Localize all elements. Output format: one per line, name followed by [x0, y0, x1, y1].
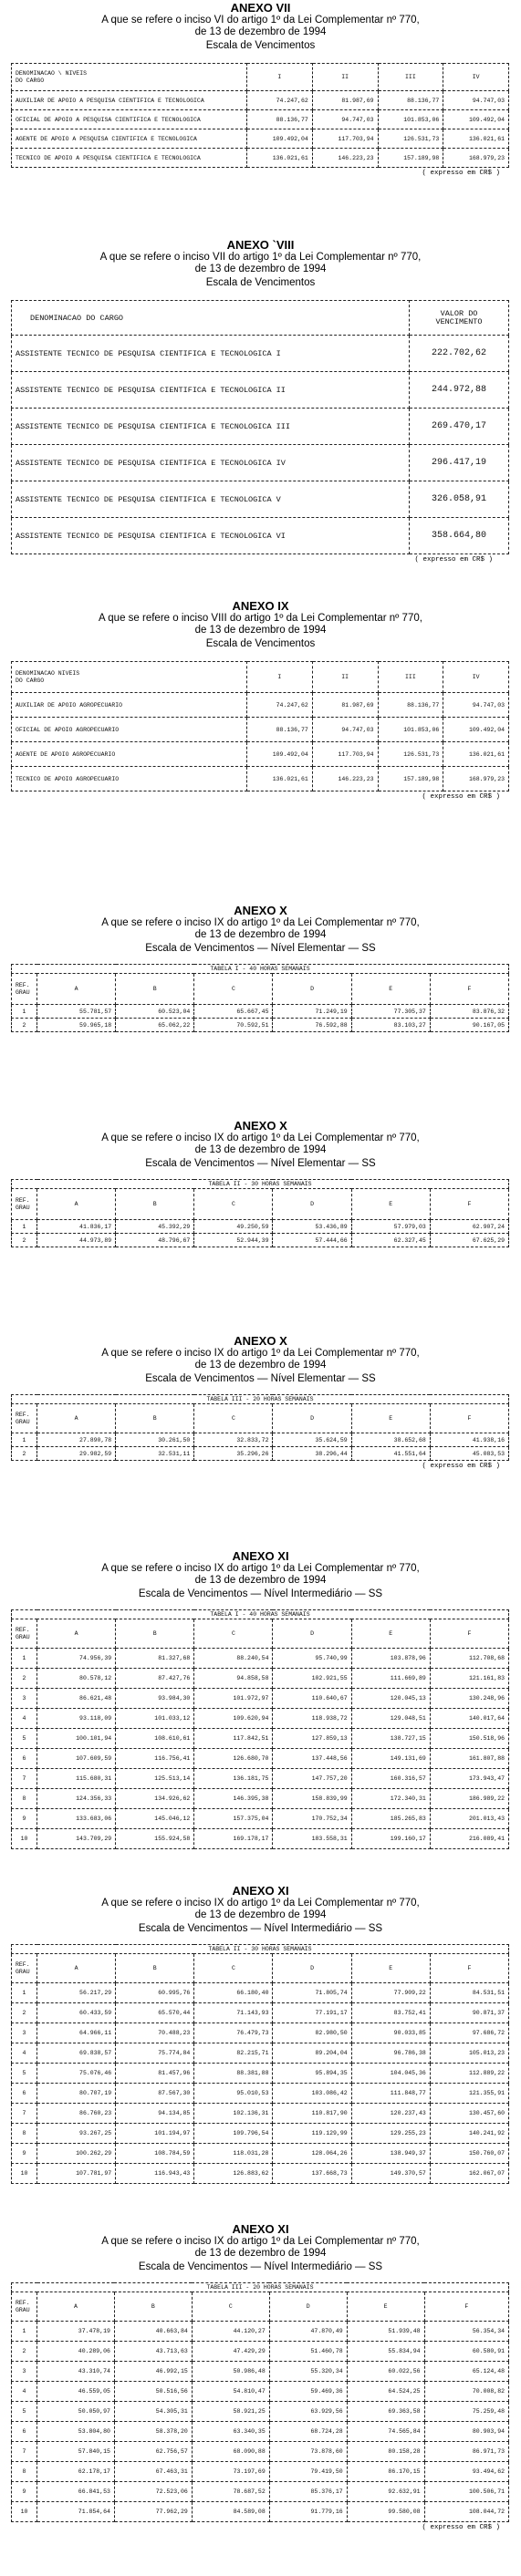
col-header: DENOMINACAO DO CARGO: [12, 301, 410, 336]
table-row: 5 75.076,46 81.457,96 88.381,88 95.894,35 104.045,36 112.889,22: [12, 2064, 509, 2084]
col-header: A: [37, 974, 116, 1005]
anexo-x-line3: Escala de Vencimentos — Nível Elementar — SS: [145, 1158, 376, 1169]
table-row: 2 59.965,18 65.062,22 70.592,51 76.592,88 83.103,27 90.167,05: [12, 1019, 509, 1032]
table-row: 6 80.707,19 87.567,30 95.010,53 103.086,42 111.848,77 121.355,91: [12, 2084, 509, 2104]
anexo-x-title: ANEXO X: [234, 904, 287, 917]
anexo-xi-tabela-i: [11, 1609, 509, 1849]
col-header: A: [37, 1619, 116, 1649]
anexo-vii-table: [11, 63, 509, 168]
anexo-vii-line3: Escala de Vencimentos: [205, 40, 316, 51]
table-row: 1 27.890,78 30.261,50 32.833,72 35.624,59 38.652,68 41.938,16: [12, 1433, 509, 1447]
table-row: ASSISTENTE TECNICO DE PESQUISA CIENTIFICA E TECNOLOGICA IV 296.417,19: [12, 445, 509, 481]
anexo-xi-line3: Escala de Vencimentos — Nível Intermediário — SS: [138, 1923, 383, 1934]
col-header: VALOR DO VENCIMENTO: [410, 301, 509, 336]
table-row: 9 66.841,53 72.523,06 78.687,52 85.376,17 92.632,91 100.506,71: [12, 2482, 509, 2502]
corner-header: DENOMINACAO NIVEIS DO CARGO: [12, 662, 247, 693]
table-row: 7 115.680,31 125.513,14 136.181,75 147.757,20 160.316,57 173.943,47: [12, 1769, 509, 1789]
table-row: 6 107.609,59 116.756,41 126.680,70 137.448,56 149.131,69 161.807,88: [12, 1749, 509, 1769]
col-header: F: [424, 2292, 508, 2322]
anexo-x-tabela-iii-section: [0, 1335, 521, 1470]
table-row: ASSISTENTE TECNICO DE PESQUISA CIENTIFICA E TECNOLOGICA III 269.470,17: [12, 409, 509, 445]
table-row: 8 93.267,25 101.194,97 109.796,54 119.129,99 129.255,23 140.241,92: [12, 2124, 509, 2144]
col-header: E: [351, 1954, 430, 1983]
anexo-vii-title: ANEXO VII: [230, 1, 291, 15]
table-row: 2 80.578,12 87.427,76 94.858,58 102.921,55 111.669,89 121.161,83: [12, 1669, 509, 1689]
col-header: II: [312, 64, 378, 91]
table-row: 10 71.854,64 77.962,29 84.589,08 91.779,16 99.580,08 108.044,72: [12, 2502, 509, 2522]
col-header: C: [194, 1619, 273, 1649]
anexo-x-line3: Escala de Vencimentos — Nível Elementar — SS: [145, 1373, 376, 1384]
table-row: ASSISTENTE TECNICO DE PESQUISA CIENTIFICA E TECNOLOGICA II 244.972,88: [12, 372, 509, 409]
anexo-xi-tabela-iii: [11, 2282, 509, 2522]
col-header: D: [269, 2292, 347, 2322]
anexo-x-tabela-ii-section: [0, 1120, 521, 1247]
col-header: D: [273, 1954, 351, 1983]
col-header: E: [351, 1189, 430, 1220]
table-row: 2 29.982,59 32.531,11 35.296,26 38.296,44 41.551,64 45.083,53: [12, 1447, 509, 1461]
corner-header: REF. GRAU: [12, 2292, 37, 2322]
table-row: 7 57.840,15 62.756,57 68.090,88 73.878,60 80.158,28 86.971,73: [12, 2442, 509, 2462]
anexo-xi-line2: de 13 de dezembro de 1994: [194, 1575, 327, 1586]
col-header: F: [430, 1954, 508, 1983]
table-row: 3 64.966,11 70.488,23 76.479,73 82.980,50 90.033,85 97.686,72: [12, 2023, 509, 2043]
currency-note: ( expresso em CR$ ): [422, 170, 500, 177]
col-header: F: [430, 1189, 508, 1220]
anexo-ix-line3: Escala de Vencimentos: [205, 638, 316, 649]
table-row: TECNICO DE APOIO AGROPECUARIO 136.021,61 146.223,23 157.189,98 168.979,23: [12, 767, 509, 791]
col-header: I: [247, 662, 313, 693]
col-header: C: [194, 1954, 273, 1983]
col-header: D: [273, 1189, 351, 1220]
anexo-xi-line2: de 13 de dezembro de 1994: [194, 1909, 327, 1920]
col-header: C: [194, 974, 273, 1005]
table-row: 7 86.760,23 94.134,85 102.136,31 110.817,90 120.237,43 130.457,60: [12, 2104, 509, 2124]
table-row: 3 43.310,74 46.992,15 50.986,48 55.320,34 60.022,56 65.124,48: [12, 2362, 509, 2382]
anexo-xi-tabela-ii: [11, 1944, 509, 2184]
corner-header: REF. GRAU: [12, 1619, 37, 1649]
table-row: 6 53.804,80 58.378,20 63.340,35 68.724,28 74.565,84 80.903,94: [12, 2422, 509, 2442]
table-row: 3 86.621,48 93.984,30 101.972,97 110.640,67 120.045,13 130.248,96: [12, 1689, 509, 1709]
table-row: TECNICO DE APOIO A PESQUISA CIENTIFICA E TECNOLOGICA 136.021,61 146.223,23 157.189,98 168.979,23: [12, 149, 509, 168]
table-row: 1 41.836,17 45.392,29 49.250,59 53.436,89 57.979,03 62.907,24: [12, 1220, 509, 1234]
table-row: 2 44.973,89 48.796,67 52.944,39 57.444,66 62.327,45 67.625,29: [12, 1234, 509, 1247]
anexo-x-line2: de 13 de dezembro de 1994: [194, 1360, 327, 1371]
table-row: 2 40.289,06 43.713,63 47.429,29 51.460,78 55.834,94 60.580,91: [12, 2342, 509, 2362]
col-header: I: [247, 64, 313, 91]
anexo-x-tabela-i: [11, 964, 509, 1032]
col-header: F: [430, 1619, 508, 1649]
table-row: AUXILIAR DE APOIO AGROPECUARIO 74.247,62 81.987,69 88.136,77 94.747,03: [12, 693, 509, 718]
col-header: III: [378, 662, 443, 693]
col-header: III: [378, 64, 443, 91]
anexo-xi-line1: A que se refere o inciso IX do artigo 1º da Lei Complementar nº 770,: [101, 1898, 420, 1909]
col-header: C: [194, 1404, 273, 1433]
table-row: 4 69.838,57 75.774,84 82.215,71 89.204,04 96.786,38 105.013,23: [12, 2043, 509, 2064]
table-row: 1 37.478,19 40.663,84 44.120,27 47.870,49 51.939,48 56.354,34: [12, 2322, 509, 2342]
table-row: AGENTE DE APOIO A PESQUISA CIENTIFICA E TECNOLOGICA 109.492,04 117.703,94 126.531,73 136.021,61: [12, 129, 509, 149]
table-row: AUXILIAR DE APOIO A PESQUISA CIENTIFICA E TECNOLOGICA 74.247,62 81.987,69 88.136,77 94.747,03: [12, 91, 509, 110]
currency-note: ( expresso em CR$ ): [422, 1463, 500, 1470]
table-row: 4 93.118,09 101.033,12 109.620,94 118.938,72 129.048,51 140.017,64: [12, 1709, 509, 1729]
table-row: 10 143.709,29 155.924,58 169.178,17 183.558,31 199.160,17 216.089,41: [12, 1829, 509, 1849]
anexo-x-line1: A que se refere o inciso IX do artigo 1º da Lei Complementar nº 770,: [101, 917, 420, 928]
table-row: 5 100.101,94 108.610,61 117.842,51 127.859,13 138.727,15 150.518,96: [12, 1729, 509, 1749]
col-header: B: [116, 974, 194, 1005]
table-row: 10 107.781,97 116.943,43 126.883,62 137.668,73 149.370,57 162.067,07: [12, 2164, 509, 2184]
table-row: 2 60.433,59 65.570,44 71.143,93 77.191,17 83.752,41 90.871,37: [12, 2003, 509, 2023]
anexo-xi-title: ANEXO XI: [232, 2222, 289, 2236]
col-header: II: [312, 662, 378, 693]
anexo-viii-title: ANEXO `VIII: [226, 238, 295, 252]
currency-note: ( expresso em CR$ ): [414, 556, 493, 564]
anexo-x-line1: A que se refere o inciso IX do artigo 1º da Lei Complementar nº 770,: [101, 1348, 420, 1359]
col-header: B: [116, 1619, 194, 1649]
table-row: ASSISTENTE TECNICO DE PESQUISA CIENTIFICA E TECNOLOGICA VI 358.664,80: [12, 518, 509, 554]
table-row: OFICIAL DE APOIO A PESQUISA CIENTIFICA E TECNOLOGICA 88.136,77 94.747,03 101.853,06 109.492,04: [12, 110, 509, 129]
anexo-ix-title: ANEXO IX: [232, 599, 289, 613]
col-header: B: [114, 2292, 192, 2322]
anexo-ix-line1: A que se refere o inciso VIII do artigo 1º da Lei Complementar nº 770,: [99, 613, 422, 624]
anexo-xi-title: ANEXO XI: [232, 1549, 289, 1563]
col-header: D: [273, 1619, 351, 1649]
anexo-x-line3: Escala de Vencimentos — Nível Elementar — SS: [145, 943, 376, 954]
table-row: 1 55.781,57 60.523,04 65.667,45 71.249,19 77.305,37 83.876,32: [12, 1005, 509, 1019]
col-header: C: [194, 1189, 273, 1220]
anexo-xi-tabela-iii-section: [0, 2223, 521, 2531]
anexo-x-tabela-i-section: [0, 905, 521, 1032]
anexo-x-line2: de 13 de dezembro de 1994: [194, 929, 327, 940]
anexo-ix-table: [11, 661, 509, 791]
anexo-x-tabela-iii: [11, 1394, 509, 1461]
col-header: A: [37, 1404, 116, 1433]
anexo-ix-section: [0, 600, 521, 801]
anexo-xi-tabela-i-section: [0, 1550, 521, 1849]
currency-note: ( expresso em CR$ ): [422, 793, 500, 801]
table-caption: TABELA I - 40 HORAS SEMANAIS: [12, 1610, 509, 1619]
corner-header: DENOMINACAO \ NIVEIS DO CARGO: [12, 64, 247, 91]
currency-note: ( expresso em CR$ ): [422, 2524, 500, 2531]
table-row: 8 62.178,17 67.463,31 73.197,69 79.419,50 86.170,15 93.494,62: [12, 2462, 509, 2482]
anexo-x-line1: A que se refere o inciso IX do artigo 1º da Lei Complementar nº 770,: [101, 1133, 420, 1143]
anexo-xi-tabela-ii-section: [0, 1885, 521, 2184]
anexo-xi-line1: A que se refere o inciso IX do artigo 1º da Lei Complementar nº 770,: [101, 1563, 420, 1574]
table-row: ASSISTENTE TECNICO DE PESQUISA CIENTIFICA E TECNOLOGICA V 326.058,91: [12, 481, 509, 518]
anexo-x-tabela-ii: [11, 1179, 509, 1247]
anexo-vii-line1: A que se refere o inciso VI do artigo 1º da Lei Complementar nº 770,: [101, 15, 420, 26]
col-header: IV: [443, 662, 509, 693]
table-row: 8 124.356,33 134.926,62 146.395,38 158.839,99 172.340,31 186.989,22: [12, 1789, 509, 1809]
col-header: E: [351, 1404, 430, 1433]
corner-header: REF. GRAU: [12, 1954, 37, 1983]
anexo-x-line2: de 13 de dezembro de 1994: [194, 1144, 327, 1155]
anexo-viii-table: [11, 300, 509, 554]
col-header: F: [430, 974, 508, 1005]
anexo-xi-line3: Escala de Vencimentos — Nível Intermediário — SS: [138, 2261, 383, 2272]
col-header: E: [351, 1619, 430, 1649]
col-header: F: [430, 1404, 508, 1433]
col-header: A: [37, 2292, 115, 2322]
corner-header: REF. GRAU: [12, 1404, 37, 1433]
col-header: A: [37, 1954, 116, 1983]
table-row: 1 74.956,39 81.327,68 88.240,54 95.740,99 103.878,96 112.708,68: [12, 1649, 509, 1669]
table-row: ASSISTENTE TECNICO DE PESQUISA CIENTIFICA E TECNOLOGICA I 222.702,62: [12, 336, 509, 372]
col-header: D: [273, 974, 351, 1005]
table-row: 5 50.050,97 54.305,31 58.921,25 63.929,56 69.363,58 75.259,48: [12, 2402, 509, 2422]
col-header: A: [37, 1189, 116, 1220]
col-header: E: [351, 974, 430, 1005]
table-row: OFICIAL DE APOIO AGROPECUARIO 88.136,77 94.747,03 101.853,06 109.492,04: [12, 718, 509, 742]
corner-header: REF. GRAU: [12, 974, 37, 1005]
anexo-vii-section: [0, 2, 521, 177]
table-row: 1 56.217,29 60.995,76 66.180,40 71.805,74 77.909,22 84.531,51: [12, 1983, 509, 2003]
anexo-xi-line3: Escala de Vencimentos — Nível Intermediário — SS: [138, 1588, 383, 1599]
table-caption: TABELA I - 40 HORAS SEMANAIS: [12, 965, 509, 974]
anexo-vii-line2: de 13 de dezembro de 1994: [194, 26, 327, 37]
col-header: B: [116, 1189, 194, 1220]
anexo-viii-line1: A que se refere o inciso VII do artigo 1º da Lei Complementar nº 770,: [99, 252, 422, 263]
col-header: C: [192, 2292, 269, 2322]
table-row: AGENTE DE APOIO AGROPECUARIO 109.492,04 117.703,94 126.531,73 136.021,61: [12, 742, 509, 767]
table-row: 9 133.683,06 145.046,12 157.375,04 170.752,34 185.265,83 201.013,43: [12, 1809, 509, 1829]
col-header: B: [116, 1404, 194, 1433]
anexo-ix-line2: de 13 de dezembro de 1994: [194, 625, 327, 636]
table-row: 9 100.262,29 108.784,59 118.031,28 128.064,26 138.949,37 150.760,07: [12, 2144, 509, 2164]
anexo-x-title: ANEXO X: [234, 1119, 287, 1133]
anexo-x-title: ANEXO X: [234, 1334, 287, 1348]
anexo-viii-line2: de 13 de dezembro de 1994: [194, 264, 327, 274]
corner-header: REF. GRAU: [12, 1189, 37, 1220]
col-header: E: [347, 2292, 424, 2322]
table-caption: TABELA III - 20 HORAS SEMANAIS: [12, 1395, 509, 1404]
anexo-xi-line1: A que se refere o inciso IX do artigo 1º da Lei Complementar nº 770,: [101, 2236, 420, 2247]
anexo-viii-line3: Escala de Vencimentos: [205, 277, 316, 288]
table-caption: TABELA III - 20 HORAS SEMANAIS: [12, 2283, 509, 2292]
table-caption: TABELA II - 30 HORAS SEMANAIS: [12, 1945, 509, 1954]
col-header: D: [273, 1404, 351, 1433]
anexo-xi-line2: de 13 de dezembro de 1994: [194, 2248, 327, 2259]
table-row: 4 46.559,05 50.516,56 54.810,47 59.469,36 64.524,25 70.008,82: [12, 2382, 509, 2402]
col-header: IV: [443, 64, 509, 91]
col-header: B: [116, 1954, 194, 1983]
anexo-xi-title: ANEXO XI: [232, 1884, 289, 1898]
anexo-viii-section: [0, 239, 521, 564]
table-caption: TABELA II - 30 HORAS SEMANAIS: [12, 1180, 509, 1189]
